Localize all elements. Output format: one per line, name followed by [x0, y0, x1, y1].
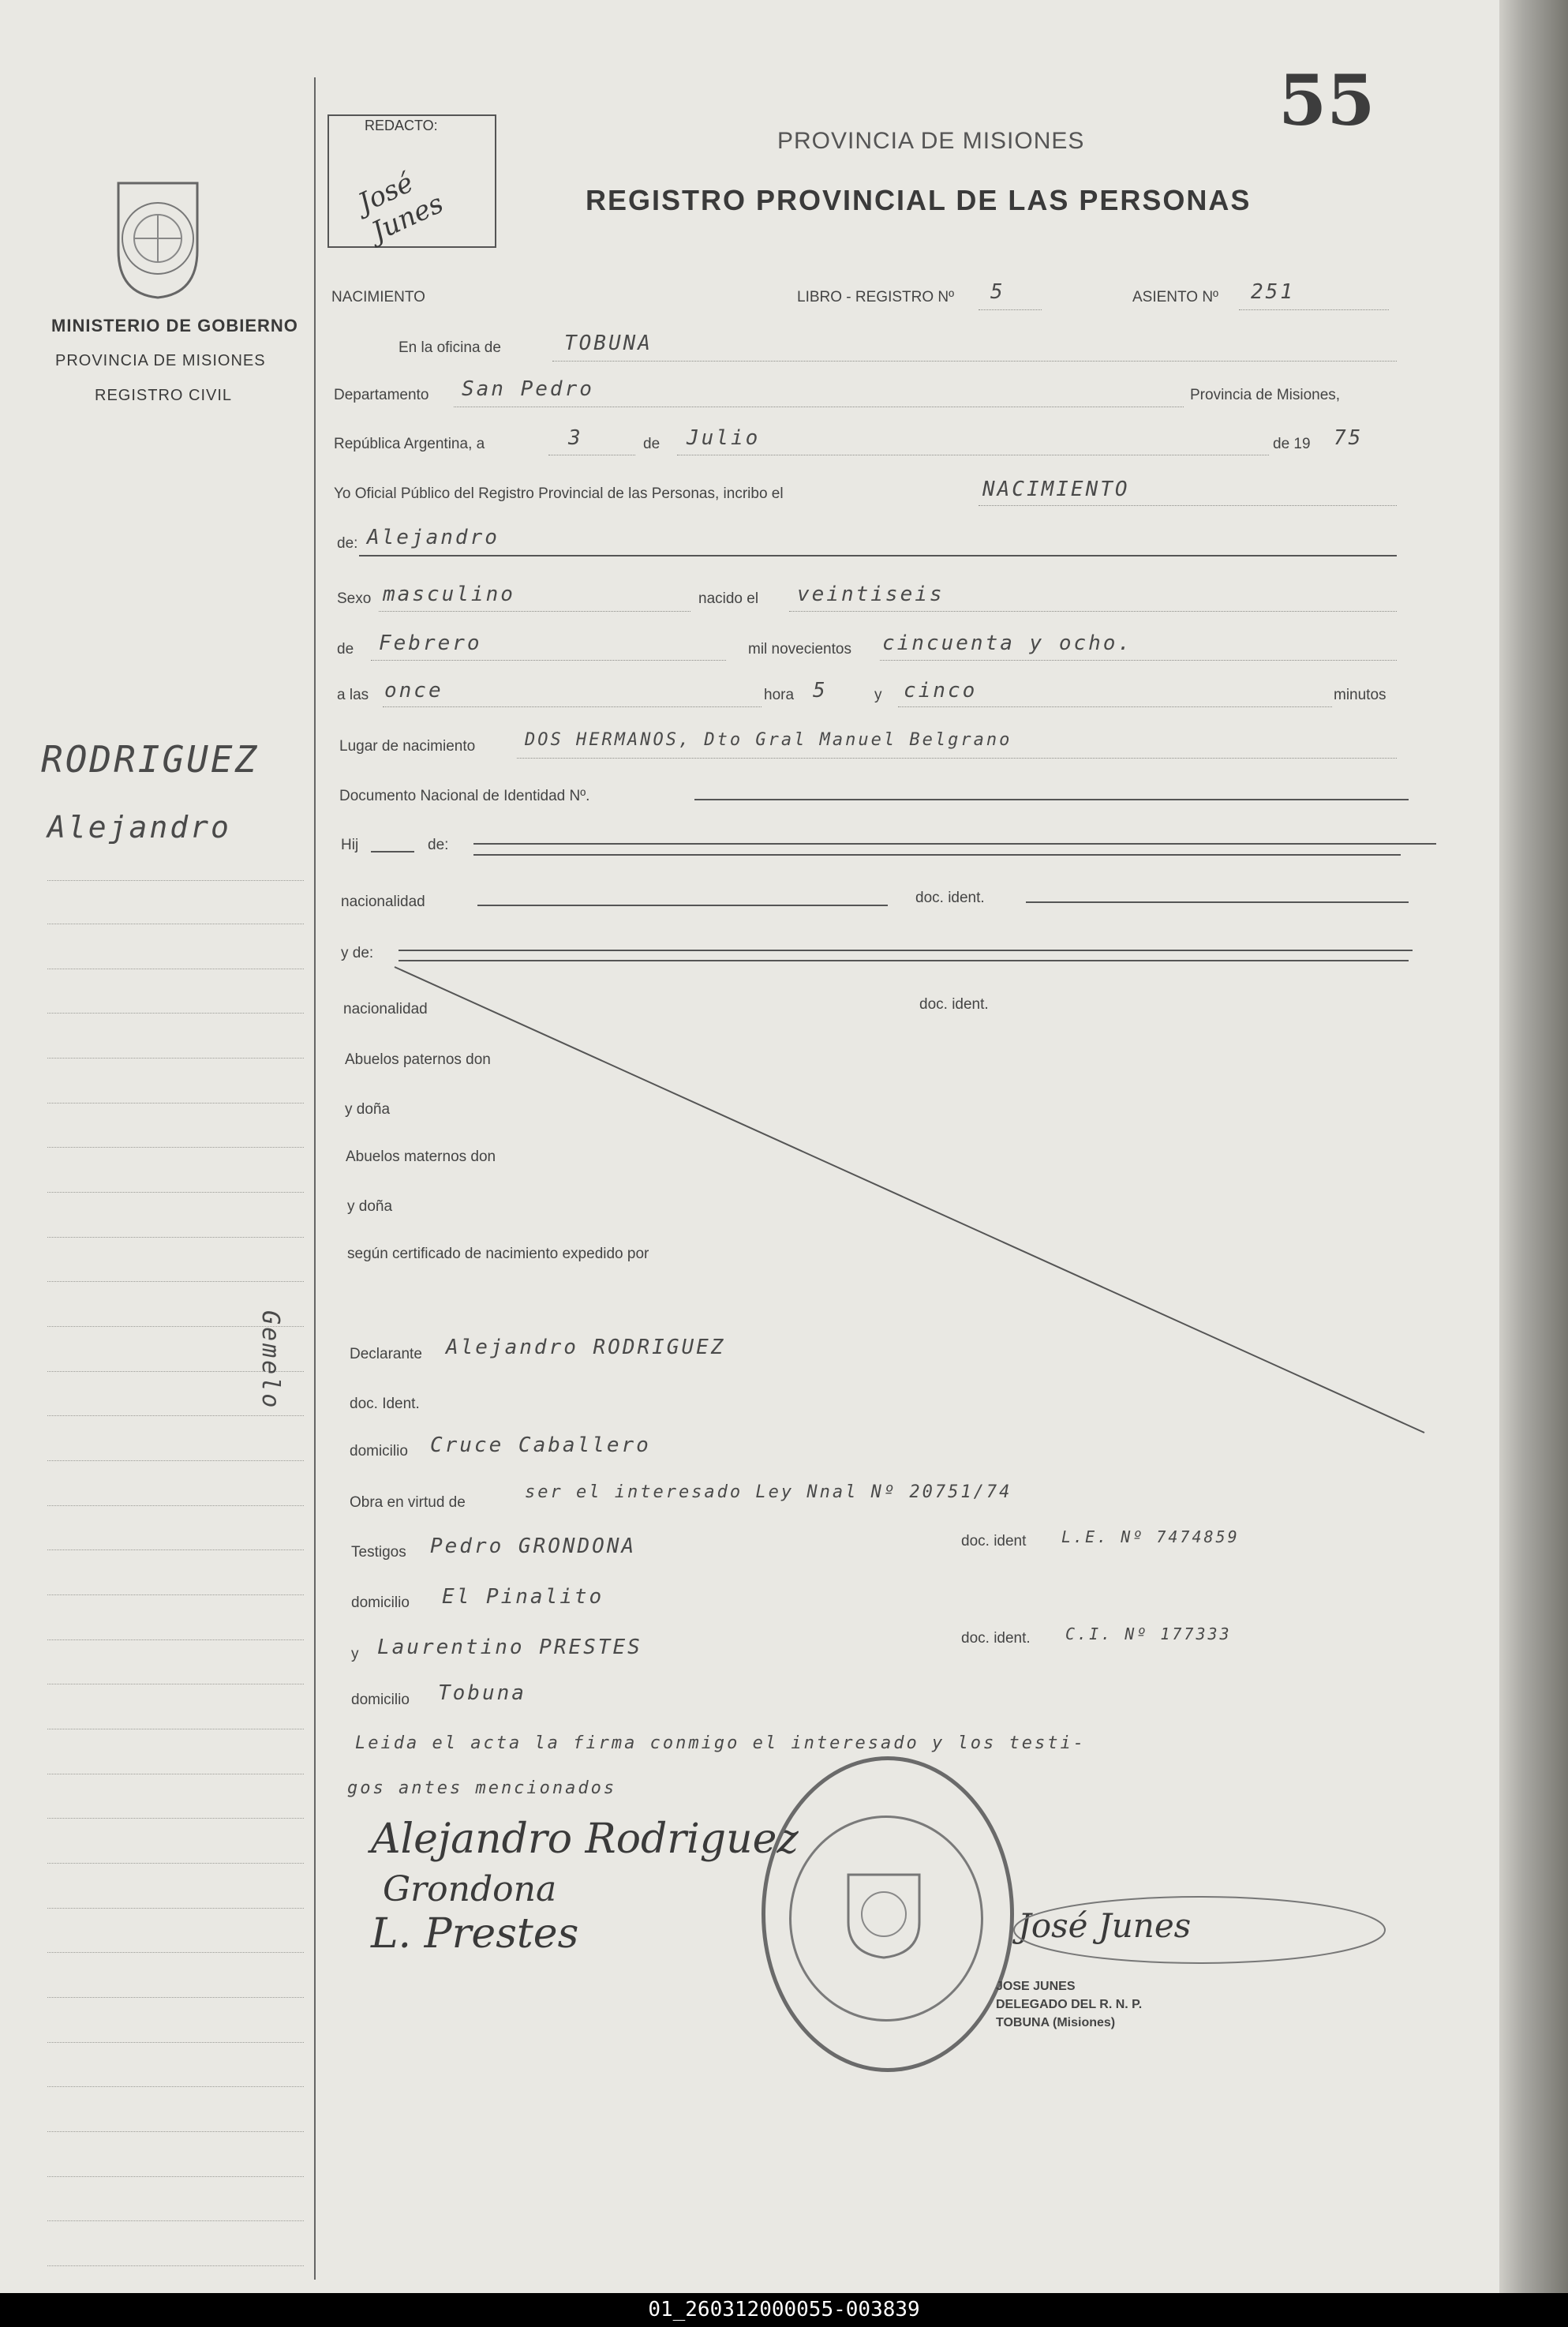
ministry-label: MINISTERIO DE GOBIERNO — [51, 316, 298, 335]
obra-value: ser el interesado Ley Nnal Nº 20751/74 — [525, 1482, 1012, 1502]
domicilio3-value: Tobuna — [438, 1681, 526, 1705]
nacido-label: nacido el — [698, 590, 759, 607]
redacto-signature: José Junes — [354, 167, 448, 249]
closing-line-1: Leida el acta la firma conmigo el interesado y los testi- — [355, 1733, 1086, 1753]
doc-ident3-label: doc. Ident. — [350, 1396, 420, 1412]
margin-note: Gemelo — [256, 1310, 284, 1411]
fill-line — [552, 361, 1397, 362]
fill-line — [979, 309, 1042, 310]
void-strike-line — [316, 943, 1436, 1448]
redacto-label: REDACTO: — [365, 118, 438, 133]
stamp-line-2: DELEGADO DEL R. N. P. — [996, 1998, 1143, 2011]
fill-line — [898, 706, 1332, 707]
margin-rule — [47, 1505, 304, 1506]
lugar-value: DOS HERMANOS, Dto Gral Manuel Belgrano — [525, 730, 1012, 750]
fill-line — [379, 611, 690, 612]
fill-line — [1026, 901, 1409, 903]
domicilio3-label: domicilio — [351, 1692, 410, 1708]
margin-rule — [47, 2131, 304, 2132]
libro-label: LIBRO - REGISTRO Nº — [797, 289, 955, 305]
province-title: PROVINCIA DE MISIONES — [777, 128, 1085, 154]
fill-line — [473, 843, 1436, 845]
sexo-value: masculino — [383, 583, 515, 606]
declarante-value: Alejandro RODRIGUEZ — [446, 1336, 726, 1359]
nacido-value: veintiseis — [797, 583, 945, 606]
oficial-text: Yo Oficial Público del Registro Provincial de las Personas, incribo el — [334, 485, 784, 502]
fill-line — [694, 799, 1409, 800]
y2-label: y — [351, 1646, 359, 1662]
declarante-signature: Alejandro Rodriguez — [371, 1816, 799, 1863]
redacto-box — [327, 114, 496, 248]
abuelos-paternos-label: Abuelos paternos don — [345, 1051, 491, 1068]
margin-rule — [47, 1639, 304, 1640]
margin-rule — [47, 2176, 304, 2177]
mes-value: Julio — [687, 426, 761, 450]
minutos-label: minutos — [1334, 687, 1387, 703]
stamp-line-1: JOSE JUNES — [996, 1980, 1076, 1993]
oficina-value: TOBUNA — [564, 332, 653, 355]
doc-ident-label: doc. ident. — [915, 890, 985, 906]
margin-rule — [47, 1415, 304, 1416]
registry-label: REGISTRO CIVIL — [95, 387, 233, 404]
asiento-value: 251 — [1251, 280, 1295, 304]
margin-rule — [47, 1103, 304, 1104]
domicilio-label: domicilio — [350, 1443, 408, 1460]
segun-label: según certificado de nacimiento expedido por — [347, 1246, 649, 1262]
testigo2-value: Laurentino PRESTES — [377, 1636, 642, 1659]
hora-label: hora — [764, 687, 795, 703]
testigo2-signature: L. Prestes — [371, 1910, 579, 1958]
provincia-label: Provincia de Misiones, — [1190, 387, 1341, 403]
testigo1-value: Pedro GRONDONA — [430, 1534, 637, 1558]
oficina-label: En la oficina de — [399, 339, 501, 356]
hij-de-label: de: — [428, 837, 449, 853]
mil-label: mil novecientos — [748, 641, 851, 658]
y-dona-label: y doña — [345, 1101, 391, 1118]
page-number: 55 — [1278, 59, 1375, 141]
margin-rule — [47, 1818, 304, 1819]
margin-surname: RODRIGUEZ — [41, 738, 260, 781]
a-las-label: a las — [337, 687, 369, 703]
hora-value: 5 — [813, 679, 828, 703]
oficial-stamp — [996, 1977, 1142, 2032]
fill-line — [789, 611, 1397, 612]
de-label: de — [643, 436, 661, 452]
closing-line-2: gos antes mencionados — [347, 1778, 617, 1798]
margin-rule — [47, 1192, 304, 1193]
testigo2-doc-value: C.I. Nº 177333 — [1065, 1624, 1232, 1643]
margin-rule — [47, 1908, 304, 1909]
stamp-line-3: TOBUNA (Misiones) — [996, 2016, 1116, 2029]
testigo1-doc-label: doc. ident — [961, 1533, 1027, 1549]
margin-rule — [47, 1549, 304, 1550]
testigos-label: Testigos — [351, 1544, 406, 1561]
anio-label: de 19 — [1273, 436, 1311, 452]
de-nombre-label: de: — [337, 535, 358, 552]
margin-rule — [47, 1147, 304, 1148]
fill-line — [383, 706, 762, 707]
margin-rule — [47, 1997, 304, 1998]
anio-value: 75 — [1334, 426, 1364, 450]
margin-rule — [47, 1863, 304, 1864]
minutos-value: cinco — [904, 679, 978, 703]
testigo2-doc-label: doc. ident. — [961, 1630, 1031, 1647]
margin-rule — [47, 1237, 304, 1238]
fill-line — [979, 505, 1397, 506]
sexo-label: Sexo — [337, 590, 372, 607]
margin-rule — [47, 1058, 304, 1059]
y-de-label: y de: — [341, 945, 374, 961]
registry-title: REGISTRO PROVINCIAL DE LAS PERSONAS — [586, 184, 1252, 216]
fill-line — [371, 660, 726, 661]
margin-rule — [47, 2265, 304, 2266]
margin-rule — [47, 1013, 304, 1014]
margin-rule — [47, 880, 304, 881]
fill-line — [477, 905, 888, 906]
province-label: PROVINCIA DE MISIONES — [55, 352, 266, 369]
de-mes-label: de — [337, 641, 354, 658]
hij-label: Hij — [341, 837, 359, 853]
record-type: NACIMIENTO — [331, 289, 425, 305]
margin-rule — [47, 1460, 304, 1461]
declarante-label: Declarante — [350, 1346, 422, 1362]
oficial-value: NACIMIENTO — [982, 478, 1130, 501]
libro-value: 5 — [990, 280, 1005, 304]
domicilio2-label: domicilio — [351, 1594, 410, 1611]
margin-rule — [47, 2042, 304, 2043]
testigo1-signature: Grondona — [383, 1869, 557, 1909]
y-dona2-label: y doña — [347, 1198, 393, 1215]
margin-rule — [47, 1281, 304, 1282]
margin-rule — [47, 1594, 304, 1595]
oficial-flourish — [1006, 1887, 1393, 1973]
nombre-value: Alejandro — [367, 526, 500, 549]
fill-line — [473, 854, 1401, 856]
province-emblem-icon — [103, 175, 213, 302]
domicilio-value: Cruce Caballero — [430, 1433, 651, 1457]
asiento-label: ASIENTO Nº — [1132, 289, 1218, 305]
oficial-signature: José Junes — [1018, 1906, 1192, 1945]
seal-emblem-icon — [840, 1867, 927, 1962]
a-las-value: once — [384, 679, 443, 703]
margin-rule — [47, 1952, 304, 1953]
fill-line — [1239, 309, 1389, 310]
fill-line — [359, 555, 1397, 556]
departamento-label: Departamento — [334, 387, 429, 403]
nacionalidad2-label: nacionalidad — [343, 1001, 428, 1017]
abuelos-maternos-label: Abuelos maternos don — [346, 1149, 496, 1165]
lugar-label: Lugar de nacimiento — [339, 738, 476, 755]
fill-line — [371, 851, 414, 852]
documento-label: Documento Nacional de Identidad Nº. — [339, 788, 590, 804]
obra-label: Obra en virtud de — [350, 1494, 466, 1511]
mil-value: cincuenta y ocho. — [882, 631, 1133, 655]
republica-label: República Argentina, a — [334, 436, 485, 452]
nacido-mes-value: Febrero — [379, 631, 482, 655]
fill-line — [517, 758, 1397, 759]
y-label: y — [874, 687, 882, 703]
domicilio2-value: El Pinalito — [442, 1585, 604, 1609]
margin-rule — [47, 2086, 304, 2087]
dia-value: 3 — [568, 426, 583, 450]
image-caption: 01_260312000055-003839 — [0, 2293, 1568, 2327]
book-edge — [1499, 0, 1568, 2293]
nacionalidad-label: nacionalidad — [341, 894, 425, 910]
doc-ident2-label: doc. ident. — [919, 996, 989, 1013]
margin-rule — [47, 2220, 304, 2221]
margin-given-name: Alejandro — [47, 810, 231, 845]
departamento-value: San Pedro — [462, 377, 594, 401]
fill-line — [880, 660, 1397, 661]
testigo1-doc-value: L.E. Nº 7474859 — [1061, 1527, 1240, 1546]
